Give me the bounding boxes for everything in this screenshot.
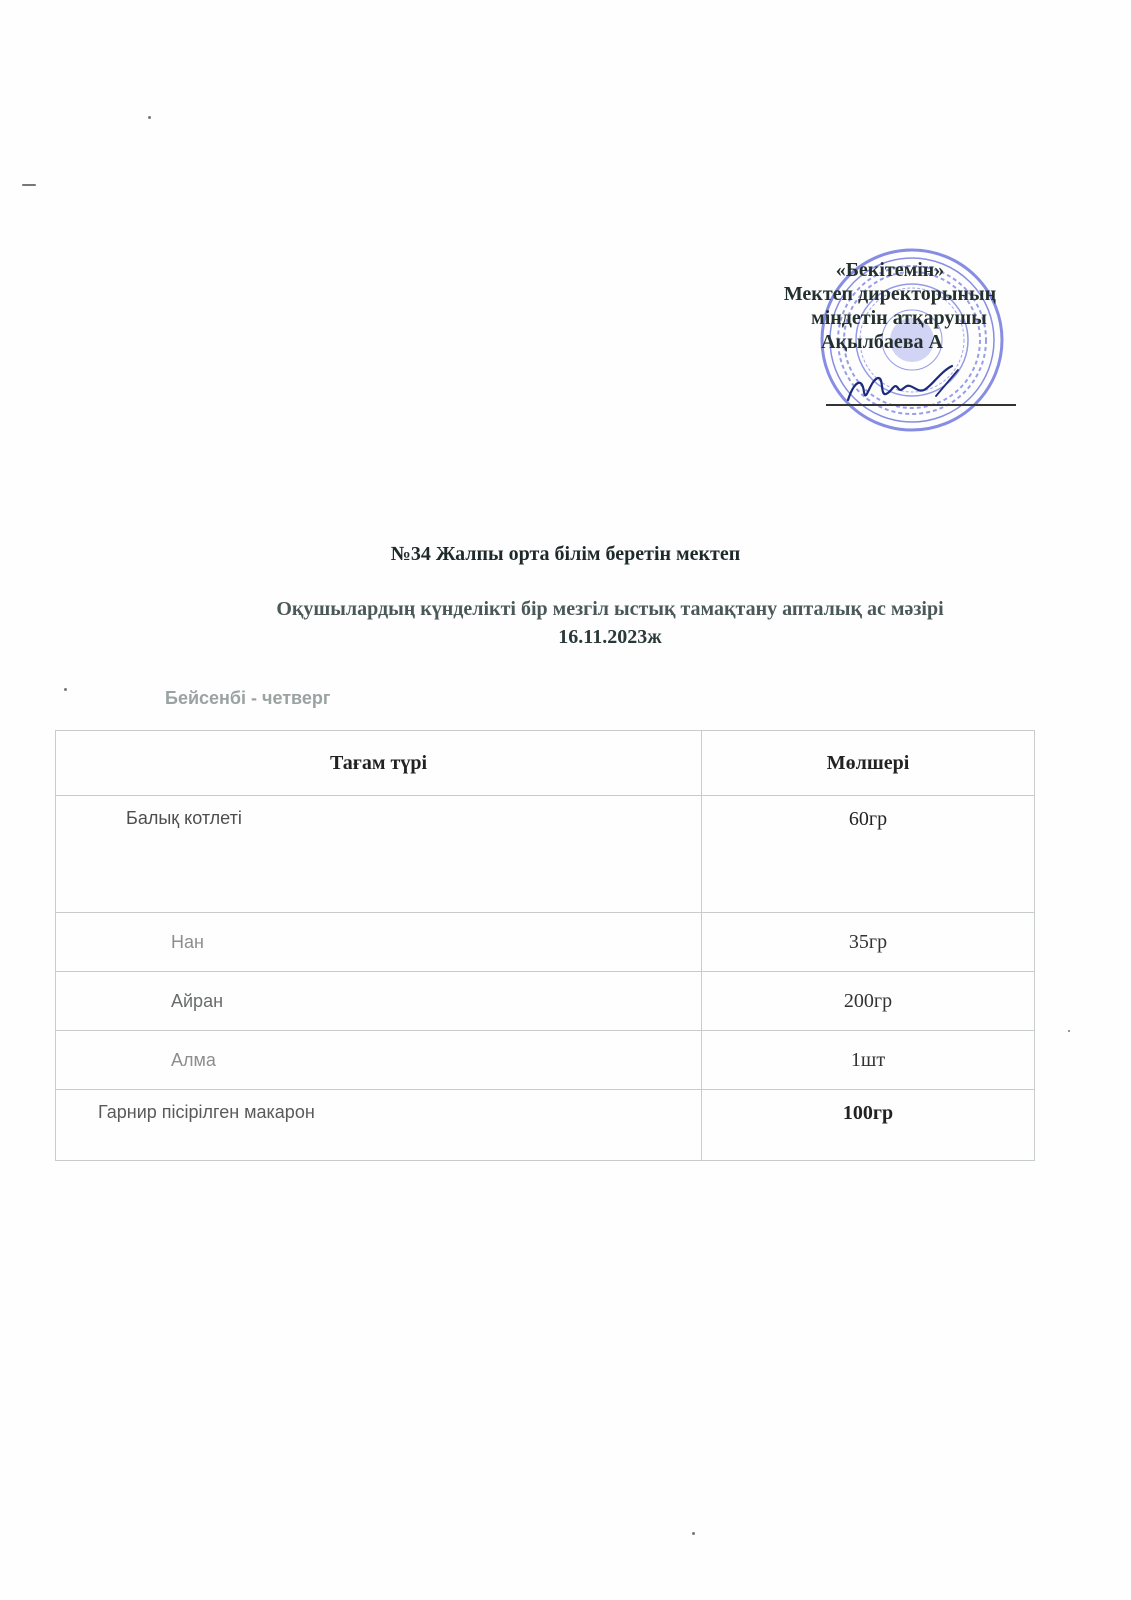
dish-cell: Нан: [56, 913, 702, 972]
table-row: [56, 1031, 1035, 1090]
scan-speck: [148, 116, 151, 119]
table-row: [56, 1090, 1035, 1161]
approval-line-1: «Бекітемін»: [835, 259, 945, 281]
signature-line: [826, 404, 1016, 406]
scan-speck: [692, 1532, 695, 1535]
approval-line-3: міндетін атқарушы: [811, 307, 987, 329]
quantity-cell: 200гр: [702, 972, 1035, 1031]
table-header-row: [56, 731, 1035, 796]
menu-title-block: [90, 595, 1130, 651]
menu-table: [55, 730, 1035, 1161]
table-row: [56, 913, 1035, 972]
quantity-cell: 60гр: [702, 796, 1035, 913]
column-header-dish: Тағам түрі: [56, 731, 702, 796]
day-label: Бейсенбі - четверг: [165, 688, 331, 708]
scan-speck: [22, 184, 36, 186]
dish-cell: Алма: [56, 1031, 702, 1090]
column-header-quantity: Мөлшері: [702, 731, 1035, 796]
quantity-cell: 1шт: [702, 1031, 1035, 1090]
dish-cell: Айран: [56, 972, 702, 1031]
menu-title: Оқушылардың күнделікті бір мезгіл ыстық тамақтану апталық ас мәзірі: [276, 598, 944, 620]
approval-line-4: Ақылбаева А: [821, 331, 943, 353]
quantity-cell: 100гр: [702, 1090, 1035, 1161]
scan-speck: [1068, 1030, 1070, 1032]
dish-cell: Гарнир пісірілген макарон: [56, 1090, 702, 1161]
scan-speck: [64, 688, 67, 691]
approval-line-2: Мектеп директорының: [783, 283, 997, 305]
quantity-cell: 35гр: [702, 913, 1035, 972]
table-row: [56, 972, 1035, 1031]
school-title: №34 Жалпы орта білім беретін мектеп: [390, 543, 741, 565]
dish-cell: Балық котлеті: [56, 796, 702, 913]
approval-block: [740, 258, 1040, 354]
table-row: [56, 796, 1035, 913]
menu-date: 16.11.2023ж: [558, 626, 662, 648]
